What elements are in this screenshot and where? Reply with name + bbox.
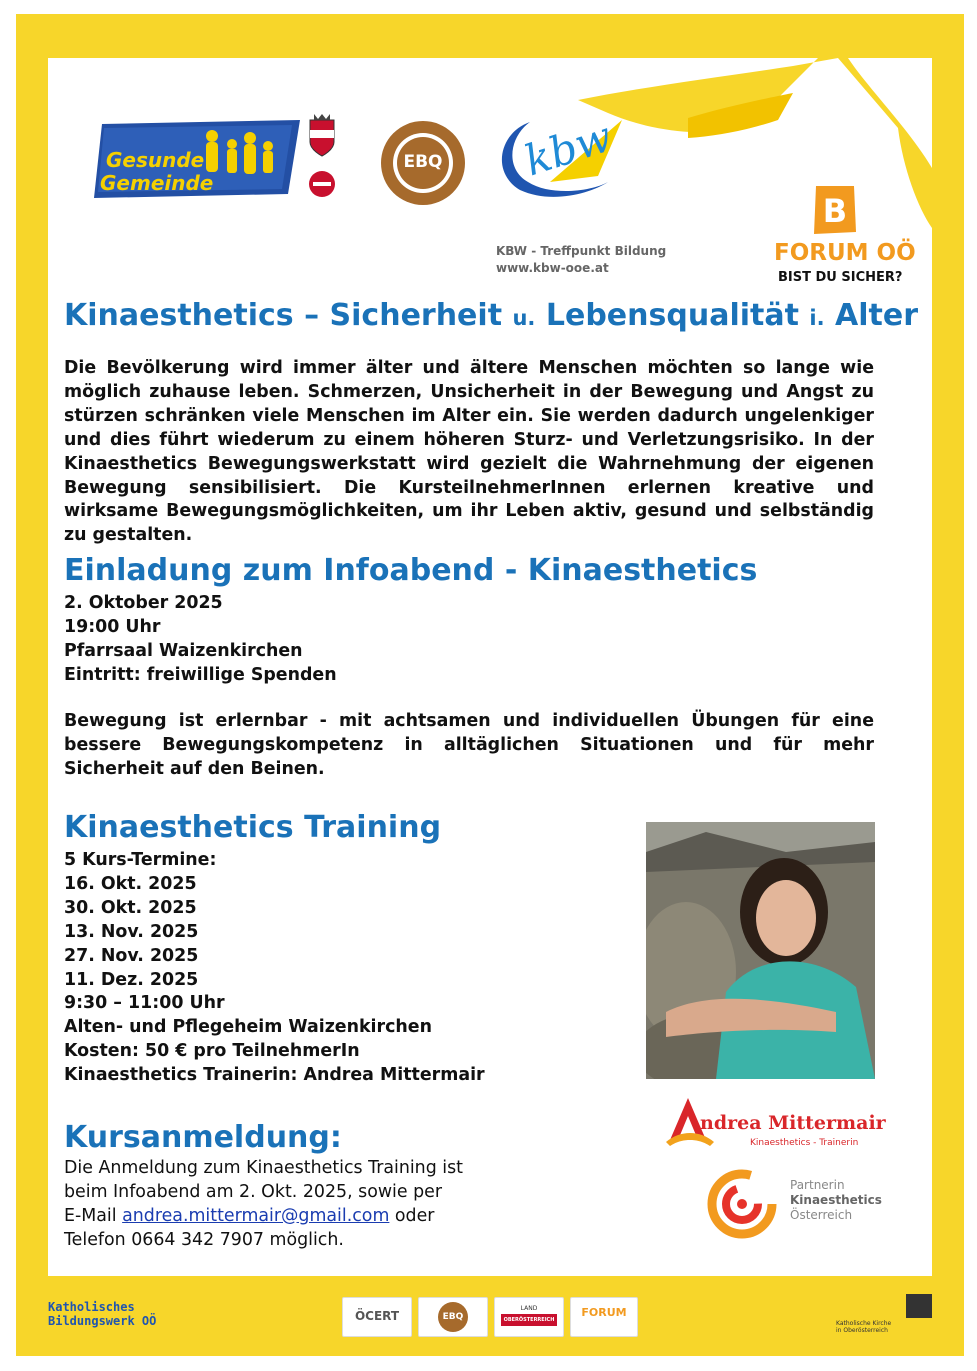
training-line: 27. Nov. 2025 (64, 945, 199, 966)
training-line: Kosten: 50 € pro TeilnehmerIn (64, 1041, 360, 1062)
footer-land-line-1: LAND (520, 1305, 538, 1312)
anmeldung-line-4: Telefon 0664 342 7907 möglich. (64, 1229, 344, 1250)
footer-ocert-logo (342, 1297, 412, 1337)
title-part-2: Lebensqualität (535, 298, 810, 333)
partner-kinaesthetics-logo (706, 1168, 886, 1244)
partner-line-1: Partnerin (790, 1178, 845, 1192)
title-part-1: Kinaesthetics – Sicherheit (64, 298, 513, 333)
training-line: 30. Okt. 2025 (64, 897, 197, 918)
training-line: Kinaesthetics Trainerin: Andrea Mittermair (64, 1065, 485, 1086)
training-heading: Kinaesthetics Training (64, 810, 442, 845)
training-line: 9:30 – 11:00 Uhr (64, 993, 225, 1014)
partner-line-3: Österreich (790, 1208, 853, 1222)
footer-kbw-logo (48, 1300, 156, 1328)
training-line: Alten- und Pflegeheim Waizenkirchen (64, 1017, 432, 1038)
footer-ocert-text: ÖCERT (354, 1309, 400, 1323)
ober-oesterreich-badge-icon (308, 170, 336, 198)
footer-kirche-logo (836, 1294, 936, 1334)
footer-kirche-line-2: in Oberösterreich (836, 1327, 888, 1334)
forum-name: FORUM OÖ (774, 240, 916, 266)
intro-paragraph: Die Bevölkerung wird immer älter und ältere Menschen möchten so lange wie möglich zuhause leben. Schmerzen, Unsicherheit in der Bewegung und Angst zu stürzen schränken viele Menschen im Alter ein. Sie werden dadurch ungelenkiger und dies führt wiederum zu einem höheren Sturz- und Verletzungsrisiko. In der Kinaesthetics Bewegungswerkstatt wird gezielt die Wahrnehmung der eigenen Bewegung sensibilisiert. Die KursteilnehmerInnen erlernen kreative und wirksame Bewegungsmöglichkeiten, um ihr Leben aktiv, gesund und selbständig zu gestalten. (64, 358, 874, 546)
infoabend-location: Pfarrsaal Waizenkirchen (64, 640, 303, 661)
ebq-logo-text: EBQ (403, 152, 443, 172)
anmeldung-details (64, 1157, 463, 1253)
kbw-logo (490, 112, 630, 202)
footer-land-ooe-logo (494, 1297, 564, 1337)
anmeldung-line-1: Die Anmeldung zum Kinaesthetics Training ist (64, 1158, 463, 1178)
svg-text:B: B (822, 192, 848, 230)
forum-tagline: BIST DU SICHER? (778, 270, 903, 285)
training-details (64, 849, 485, 1088)
trainer-logo (660, 1094, 886, 1154)
gesunde-gemeinde-text-2: Gemeinde (100, 171, 214, 195)
training-line: 16. Okt. 2025 (64, 873, 197, 894)
footer-kbw-line-2b: swerk OÖ (98, 1314, 157, 1328)
footer-ebq-text: EBQ (438, 1302, 468, 1332)
footer-kirche-icon (906, 1294, 932, 1318)
training-line: 5 Kurs-Termine: (64, 850, 217, 870)
partner-line-2: Kinaesthetics (790, 1193, 882, 1207)
trainer-logo-name: ndrea Mittermair (700, 1112, 886, 1134)
infoabend-text: Bewegung ist erlernbar - mit achtsamen und individuellen Übungen für eine bessere Bewegungskompetenz in alltäglichen Situationen und für mehr Sicherheit auf den Beinen. (64, 711, 874, 779)
gesunde-gemeinde-logo (92, 118, 302, 200)
footer-kirche-line-1: Katholische Kirche (836, 1320, 892, 1327)
infoabend-heading: Einladung zum Infoabend - Kinaesthetics (64, 553, 758, 588)
infoabend-time: 19:00 Uhr (64, 616, 161, 637)
anmeldung-line-2: beim Infoabend am 2. Okt. 2025, sowie per (64, 1181, 443, 1202)
infoabend-entry: Eintritt: freiwillige Spenden (64, 664, 337, 685)
email-prefix: E-Mail (64, 1205, 123, 1226)
anmeldung-line-3 (64, 1205, 463, 1229)
footer-forum-logo (570, 1297, 638, 1337)
coat-of-arms-icon (306, 112, 338, 158)
title-part-3: Alter (824, 298, 919, 333)
footer-kbw-line-2a: Bildung (48, 1314, 99, 1328)
kbw-info-line-2: www.kbw-ooe.at (496, 261, 609, 275)
footer-ebq-logo (418, 1297, 488, 1337)
title-i: i. (809, 306, 825, 330)
gesunde-gemeinde-text-1: Gesunde (106, 148, 205, 172)
training-line: 13. Nov. 2025 (64, 921, 199, 942)
training-line: 11. Dez. 2025 (64, 969, 199, 990)
footer-kbw-line-1: Katholisches (48, 1300, 135, 1314)
forum-b-icon (812, 184, 858, 236)
infoabend-date: 2. Oktober 2025 (64, 593, 223, 613)
footer-land-line-2: OBERÖSTERREICH (501, 1314, 557, 1326)
trainer-photo (646, 822, 875, 1079)
page-title (64, 298, 918, 333)
kbw-logo-text: kbw (518, 111, 618, 186)
kbw-info-line-1: KBW - Treffpunkt Bildung (496, 244, 667, 258)
footer-kbw-line-2 (48, 1314, 156, 1328)
ebq-logo (380, 120, 466, 206)
email-suffix: oder (389, 1205, 435, 1226)
trainer-logo-subtitle: Kinaesthetics - Trainerin (750, 1138, 859, 1148)
title-u: u. (512, 306, 536, 330)
anmeldung-heading: Kursanmeldung: (64, 1120, 342, 1155)
infoabend-details (64, 592, 337, 688)
email-link[interactable]: andrea.mittermair@gmail.com (122, 1205, 390, 1226)
footer-forum-text: FORUM (581, 1306, 627, 1319)
